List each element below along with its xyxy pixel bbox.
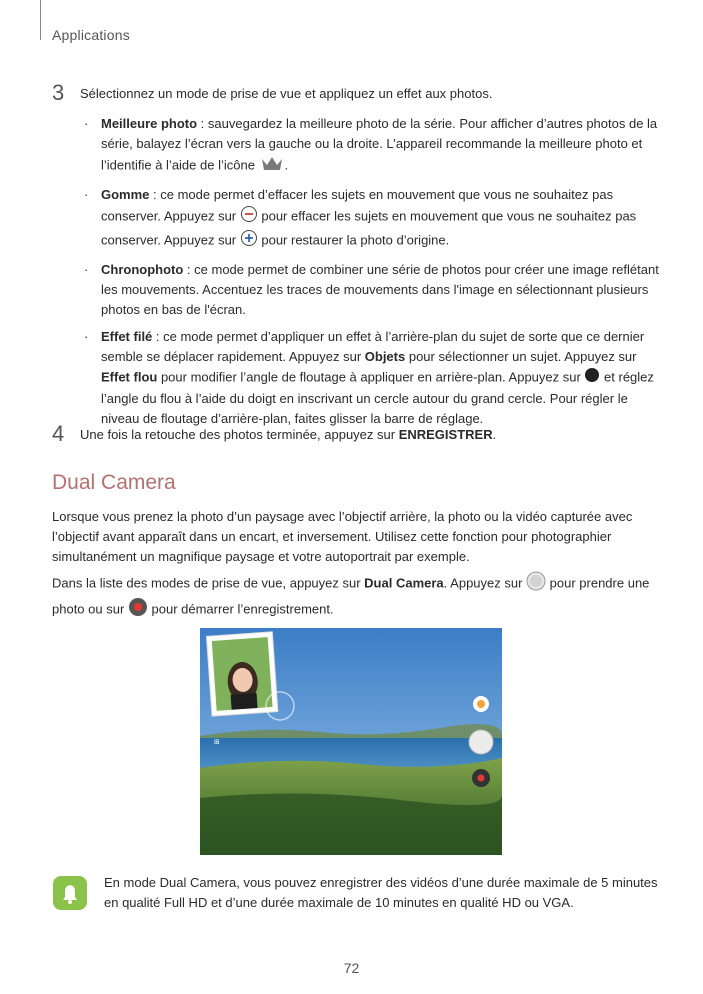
record-icon (128, 597, 148, 623)
note-bell-icon (52, 875, 88, 911)
list-item-eraser: · Gomme : ce mode permet d’effacer les sujets en mouvement que vous ne souhaitez pas conserver. Appuyez sur pour effacer les sujets en mouvement que vous ne souhaitez pas conserver. Appuyez sur pour restaurer la photo d’origine. (80, 185, 660, 253)
list-item-chronophoto: · Chronophoto : ce mode permet de combiner une série de photos pour créer une image reflétant les mouvements. Accentuez les traces de mouvements dans l'image en sélectionnant plusieurs photos en bas de l'écran. (84, 262, 659, 317)
term-eraser: Gomme (101, 187, 150, 202)
section-label: Applications (52, 27, 130, 43)
minus-circle-icon (240, 205, 258, 229)
dual-camera-screenshot (200, 628, 502, 855)
filled-circle-icon (584, 367, 600, 389)
term-best-photo: Meilleure photo (101, 116, 198, 131)
shutter-button[interactable] (469, 730, 493, 754)
step-3-number: 3 (52, 80, 65, 105)
list-item-best-photo: · Meilleure photo : sauvegardez la meilleure photo de la série. Pour afficher d’autres photos de la série, balayez l’écran vers la gauche ou la droite. L’appareil recommande la meilleure photo et l’identifie à l’aide de l’icône . (80, 114, 660, 178)
zoom-indicator: ⊞ (214, 738, 220, 746)
term-objets: Objets (364, 349, 406, 364)
term-chronophoto: Chronophoto (101, 262, 184, 277)
list-item-panning: · Effet filé : ce mode permet d’appliquer un effet à l’arrière-plan du sujet de sorte que ce dernier semble se déplacer rapidement. Appuyez sur Objets pour sélectionner un sujet. Appuyez sur Effet flou pour modifier l’angle de floutage à appliquer en arrière-plan. Appuyez sur et réglez l’angle du flou à l’aide du doigt en inscrivant un cercle autour du grand cercle. Pour régler le niveau de floutage d’arrière-plan, faites glisser la barre de réglage. (84, 329, 654, 426)
header-rule (40, 0, 41, 40)
selfie-inset (206, 632, 277, 716)
step-4-number: 4 (52, 421, 65, 446)
note-text: En mode Dual Camera, vous pouvez enregistrer des vidéos d’une durée maximale de 5 minutes en qualité Full HD et d’une durée maximale de 10 minutes en qualité HD ou VGA. (104, 875, 658, 910)
step-3-text: Sélectionnez un mode de prise de vue et appliquez un effet aux photos. (80, 86, 493, 101)
term-effet-flou: Effet flou (101, 369, 158, 385)
term-panning: Effet filé (101, 329, 153, 344)
shutter-icon (526, 571, 546, 597)
dual-camera-paragraph-2: Dans la liste des modes de prise de vue, appuyez sur Dual Camera. Appuyez sur pour prendre une photo ou sur pour démarrer l’enregistrement. (52, 571, 662, 623)
crown-icon (259, 154, 285, 178)
plus-circle-icon (240, 229, 258, 253)
mode-list (80, 114, 660, 436)
dual-camera-paragraph-1: Lorsque vous prenez la photo d’un paysage avec l’objectif arrière, la photo ou la vidéo capturée avec l’objectif avant apparaît dans un encart, et inversement. Utilisez cette fonction pour photographier simultanément un magnifique paysage et votre autoportrait par exemple. (52, 509, 633, 564)
page-number: 72 (343, 960, 360, 976)
section-title-dual-camera: Dual Camera (52, 471, 176, 494)
step-4-text: Une fois la retouche des photos terminée, appuyez sur ENREGISTRER. (80, 427, 497, 442)
